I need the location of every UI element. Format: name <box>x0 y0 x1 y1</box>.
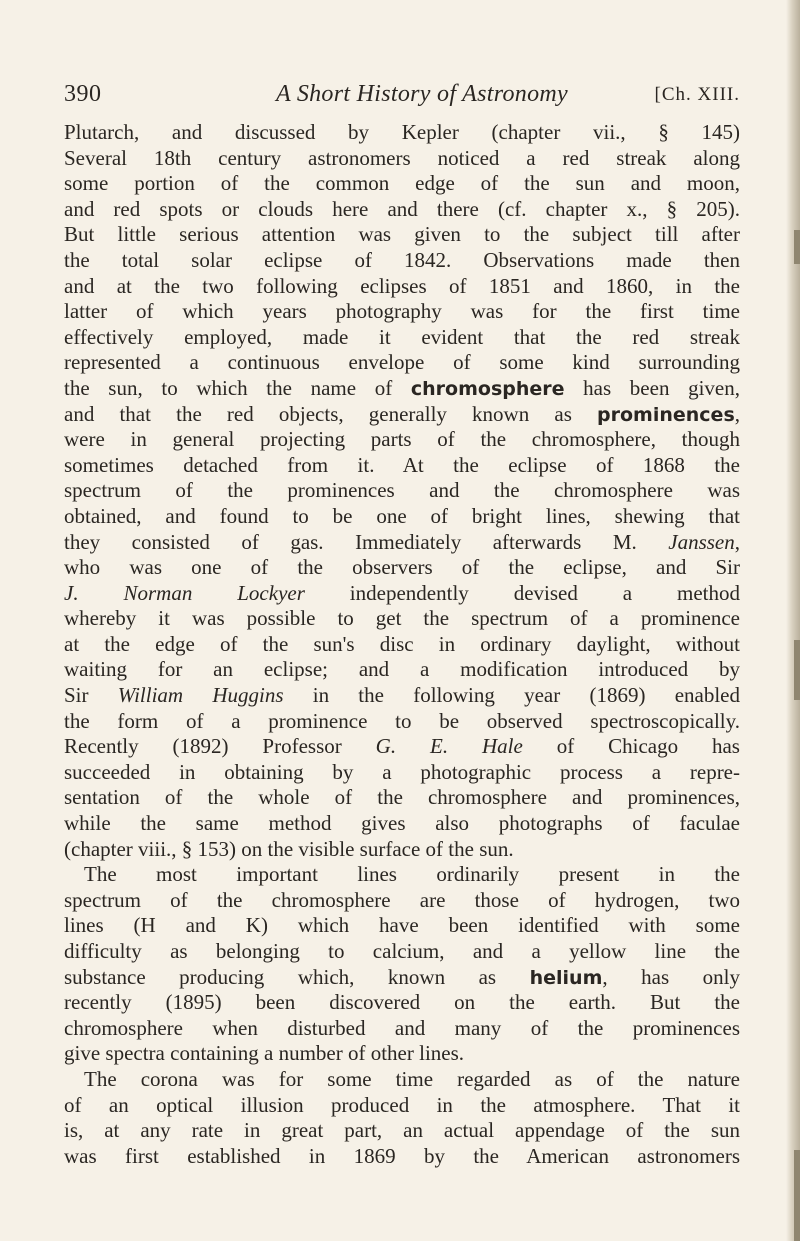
text-line: represented a continuous envelope of some kind surrounding <box>64 350 740 375</box>
text-line: J. Norman Lockyer independently devised a method <box>64 580 740 605</box>
name-hale: G. E. Hale <box>375 734 523 759</box>
text-line: at the edge of the sun's disc in ordinary daylight, without <box>64 631 740 656</box>
text-line: waiting for an eclipse; and a modification introduced by <box>64 657 740 682</box>
term-chromosphere: chromosphere <box>410 377 565 400</box>
text-line: lines (H and K) which have been identified with some <box>64 913 740 938</box>
text-line: who was one of the observers of the eclipse, and Sir <box>64 555 740 580</box>
body-text <box>64 120 740 1169</box>
text-line: The most important lines ordinarily present in the <box>84 862 740 887</box>
text-line: recently (1895) been discovered on the earth. But the <box>64 990 740 1015</box>
text-line: and that the red objects, generally known as prominences, <box>64 401 740 426</box>
text-line: while the same method gives also photographs of faculae <box>64 811 740 836</box>
text-line: latter of which years photography was for the first time <box>64 299 740 324</box>
term-prominences: prominences <box>597 403 735 426</box>
running-head <box>64 78 740 110</box>
text-line: spectrum of the prominences and the chromosphere was <box>64 478 740 503</box>
text-line: spectrum of the chromosphere are those of hydrogen, two <box>64 887 740 912</box>
text-line: obtained, and found to be one of bright lines, shewing that <box>64 503 740 528</box>
text-line: give spectra containing a number of other lines. <box>64 1041 465 1066</box>
text-line: and at the two following eclipses of 1851 and 1860, in the <box>64 273 740 298</box>
name-lockyer: J. Norman Lockyer <box>64 580 305 605</box>
text-line: succeeded in obtaining by a photographic process a repre- <box>64 759 740 784</box>
text-line: was first established in 1869 by the American astronomers <box>64 1143 740 1168</box>
text-line: Several 18th century astronomers noticed a red streak along <box>64 145 740 170</box>
running-title: A Short History of Astronomy <box>276 81 568 107</box>
text-line: the sun, to which the name of chromosphere has been given, <box>64 375 741 400</box>
page-edge-mark <box>794 1150 800 1241</box>
text-line: some portion of the common edge of the sun and moon, <box>64 171 740 196</box>
text-line: difficulty as belonging to calcium, and a yellow line the <box>64 939 740 963</box>
text-line: were in general projecting parts of the chromosphere, though <box>64 427 740 452</box>
text-line: Recently (1892) Professor G. E. Hale of Chicago has <box>64 734 740 759</box>
text-line: and red spots or clouds here and there (cf. chapter x., § 205). <box>64 196 740 221</box>
text-line: of an optical illusion produced in the atmosphere. That it <box>64 1092 740 1117</box>
text-line: But little serious attention was given to the subject till after <box>64 222 740 247</box>
term-helium: helium <box>529 966 603 989</box>
text-line: the form of a prominence to be observed spectroscopically. <box>64 708 740 733</box>
page-edge-shadow <box>786 0 800 1241</box>
text-line: is, at any rate in great part, an actual appendage of the sun <box>64 1118 740 1143</box>
page-number: 390 <box>64 81 102 107</box>
text-line: Sir William Huggins in the following year (1869) enabled <box>64 683 740 708</box>
text-line: whereby it was possible to get the spectrum of a prominence <box>64 606 740 631</box>
page-edge-mark <box>794 230 800 264</box>
page-edge-mark <box>794 640 800 700</box>
text-line: sentation of the whole of the chromosphere and prominences, <box>64 785 740 810</box>
text-line: they consisted of gas. Immediately afterwards M. Janssen, <box>64 529 740 554</box>
text-line: (chapter viii., § 153) on the visible surface of the sun. <box>64 836 514 861</box>
text-line: sometimes detached from it. At the eclipse of 1868 the <box>64 452 740 477</box>
text-line: substance producing which, known as helium, has only <box>64 964 740 989</box>
text-line: the total solar eclipse of 1842. Observations made then <box>64 247 740 272</box>
name-janssen: Janssen <box>668 529 735 554</box>
text-line: The corona was for some time regarded as of the nature <box>84 1066 740 1091</box>
text-line: Plutarch, and discussed by Kepler (chapter vii., § 145) <box>64 120 740 144</box>
text-line: chromosphere when disturbed and many of the prominences <box>64 1015 740 1040</box>
name-huggins: William Huggins <box>117 683 284 708</box>
text-line: effectively employed, made it evident that the red streak <box>64 324 740 349</box>
chapter-reference: [Ch. XIII. <box>654 84 740 105</box>
